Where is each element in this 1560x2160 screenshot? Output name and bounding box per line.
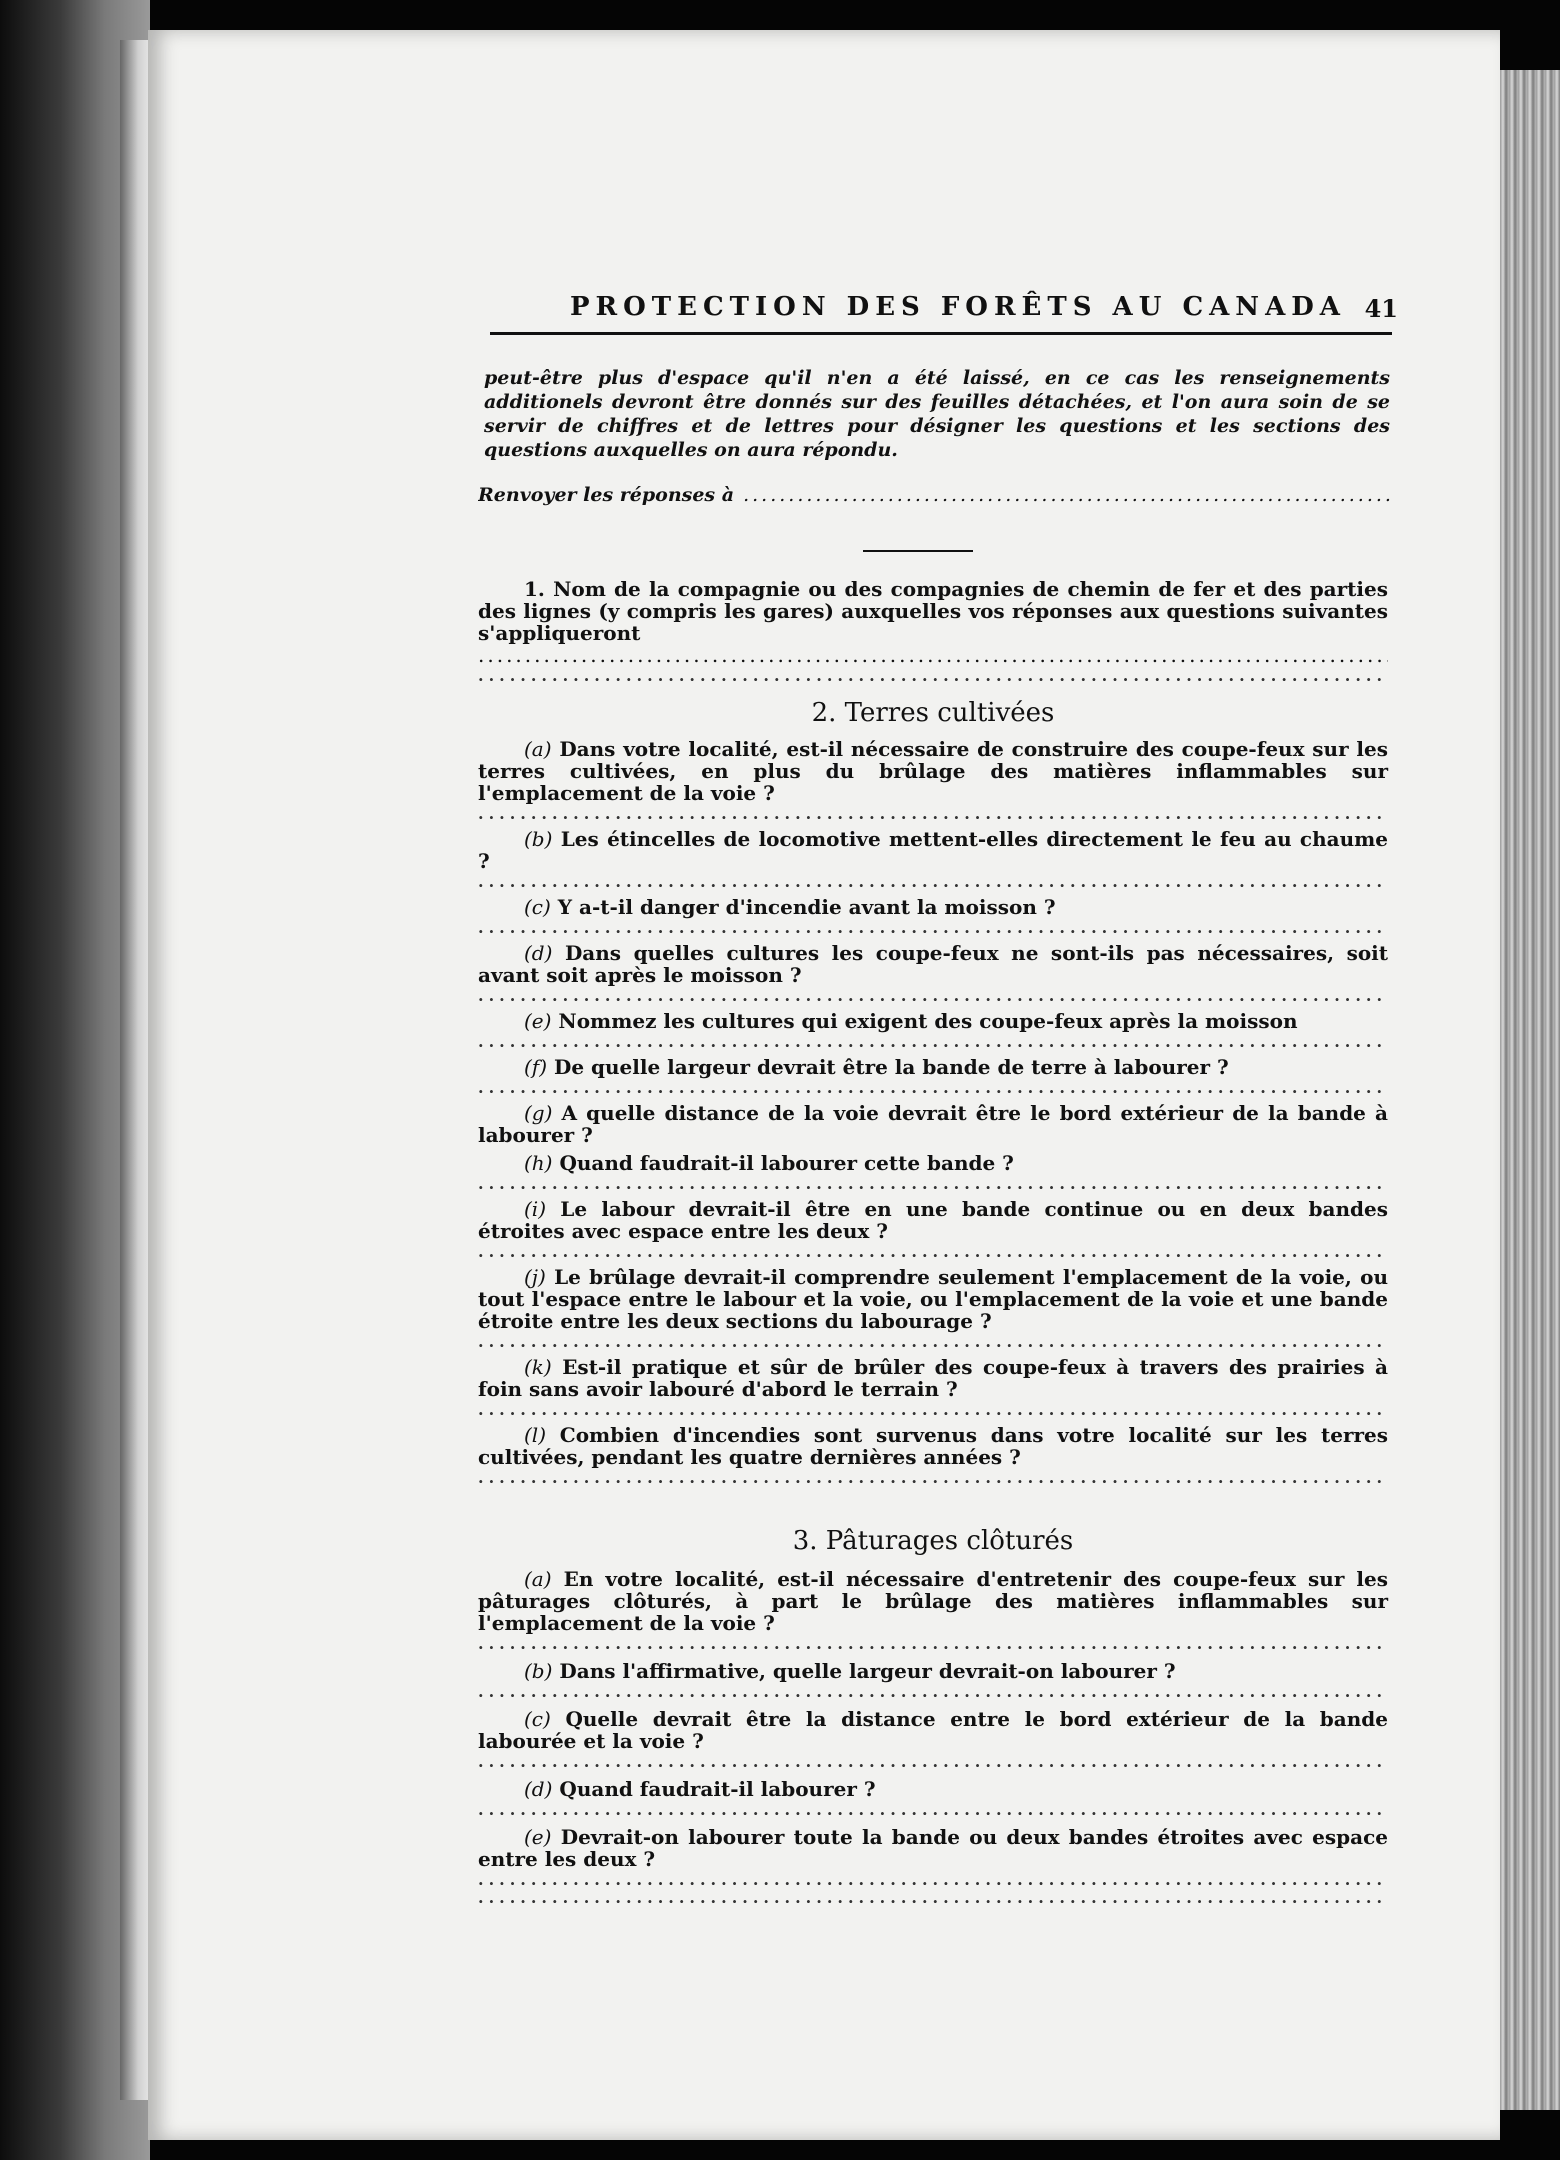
answer-line — [478, 1890, 1388, 1906]
question-text: (a) Dans votre localité, est-il nécessaire de construire des coupe-feux sur les terres cultivées, en plus du brûlage des matières inflammables sur l'emplacement de la voie ? — [478, 737, 1388, 805]
answer-line — [478, 1244, 1388, 1260]
question-1-text: 1. Nom de la compagnie ou des compagnies de chemin de fer et des parties des lignes (y compris les gares) auxquelles vos réponses aux questions suivantes s'appliqueront ..... — [478, 578, 1388, 666]
answer-line — [478, 1684, 1388, 1700]
question-text: (i) Le labour devrait-il être en une bande continue ou en deux bandes étroites avec espace entre les deux ? — [478, 1197, 1388, 1243]
question-3b — [478, 1660, 1388, 1700]
answer-line — [478, 1034, 1388, 1050]
answer-line — [478, 1802, 1388, 1818]
question-text: (e) Devrait-on labourer toute la bande ou deux bandes étroites avec espace entre les deux ? — [478, 1825, 1388, 1871]
answer-line — [478, 1872, 1388, 1888]
section-3-title: 3. Pâturages clôturés — [792, 1526, 1074, 1556]
document-page — [148, 30, 1500, 2140]
question-text: (e) Nommez les cultures qui exigent des coupe-feux après la moisson — [524, 1009, 1298, 1033]
question-text: (d) Dans quelles cultures les coupe-feux ne sont-ils pas nécessaires, soit avant soit après le moisson ? — [478, 941, 1389, 987]
section-2-questions — [478, 738, 1388, 1486]
section-3-questions — [478, 1568, 1388, 1906]
question-2f — [478, 1056, 1388, 1096]
question-1 — [478, 578, 1388, 684]
question-text: (h) Quand faudrait-il labourer cette bande ? — [524, 1151, 1014, 1175]
section-2-title: 2. Terres cultivées — [811, 698, 1055, 728]
answer-line — [478, 1080, 1388, 1096]
separator-rule — [863, 550, 973, 552]
header-rule — [490, 332, 1392, 335]
question-text: (b) Les étincelles de locomotive mettent-elles directement le feu au chaume ? — [478, 827, 1389, 873]
question-2a — [478, 738, 1388, 822]
question-2i — [478, 1198, 1388, 1260]
question-text: (f) De quelle largeur devrait être la bande de terre à labourer ? — [524, 1055, 1229, 1079]
question-3a — [478, 1568, 1388, 1652]
answer-line — [478, 1754, 1388, 1770]
question-text: (j) Le brûlage devrait-il comprendre seulement l'emplacement de la voie, ou tout l'espace entre le labour et la voie, ou l'emplacement de la voie et une bande étroite entre les deux sections du labourage ? — [478, 1265, 1388, 1333]
book-gutter — [120, 40, 150, 2100]
running-title: PROTECTION DES FORÊTS AU CANADA — [570, 292, 1346, 322]
question-text: (l) Combien d'incendies sont survenus dans votre localité sur les terres cultivées, pendant les quatre dernières années ? — [478, 1423, 1388, 1469]
answer-line — [478, 1334, 1388, 1350]
intro-paragraph: peut-être plus d'espace qu'il n'en a été laissé, en ce cas les renseignements additionels devront être donnés sur des feuilles détachées, et l'on aura soin de se servir de chiffres et de lettres pour désigner les questions et les sections des questions auxquelles on aura répondu. — [484, 367, 1390, 461]
answer-line — [478, 1470, 1388, 1486]
return-answers-line — [478, 484, 1394, 506]
answer-line — [478, 806, 1388, 822]
question-text: (d) Quand faudrait-il labourer ? — [524, 1777, 876, 1801]
answer-line — [478, 1636, 1388, 1652]
answer-line — [478, 668, 1388, 684]
question-2l — [478, 1424, 1388, 1486]
question-2k — [478, 1356, 1388, 1418]
page-stack-edge — [1500, 70, 1560, 2110]
question-2d — [478, 942, 1388, 1004]
question-3d — [478, 1778, 1388, 1818]
question-3c — [478, 1708, 1388, 1770]
question-text: (c) Quelle devrait être la distance entre le bord extérieur de la bande labourée et la voie ? — [478, 1707, 1388, 1753]
question-2h — [478, 1152, 1388, 1192]
answer-line — [478, 988, 1388, 1004]
answer-line — [478, 874, 1388, 890]
page-number: 41 — [1364, 294, 1398, 323]
question-text: (c) Y a-t-il danger d'incendie avant la moisson ? — [524, 895, 1056, 919]
question-2c — [478, 896, 1388, 936]
answer-line — [478, 1176, 1388, 1192]
question-text: (g) A quelle distance de la voie devrait être le bord extérieur de la bande à labourer ? — [478, 1101, 1388, 1147]
question-text: (b) Dans l'affirmative, quelle largeur devrait-on labourer ? — [524, 1659, 1176, 1683]
question-2e — [478, 1010, 1388, 1050]
question-3e — [478, 1826, 1388, 1906]
question-2j — [478, 1266, 1388, 1350]
running-header — [478, 292, 1398, 332]
return-label: Renvoyer les réponses à — [478, 484, 735, 506]
answer-line — [478, 920, 1388, 936]
question-2b — [478, 828, 1388, 890]
question-text: (k) Est-il pratique et sûr de brûler des coupe-feux à travers des prairies à foin sans avoir labouré d'abord le terrain ? — [478, 1355, 1388, 1401]
question-2g — [478, 1102, 1388, 1146]
answer-line — [478, 1402, 1388, 1418]
question-text: (a) En votre localité, est-il nécessaire d'entretenir des coupe-feux sur les pâturages clôturés, à part le brûlage des matières inflammables sur l'emplacement de la voie ? — [478, 1567, 1389, 1635]
